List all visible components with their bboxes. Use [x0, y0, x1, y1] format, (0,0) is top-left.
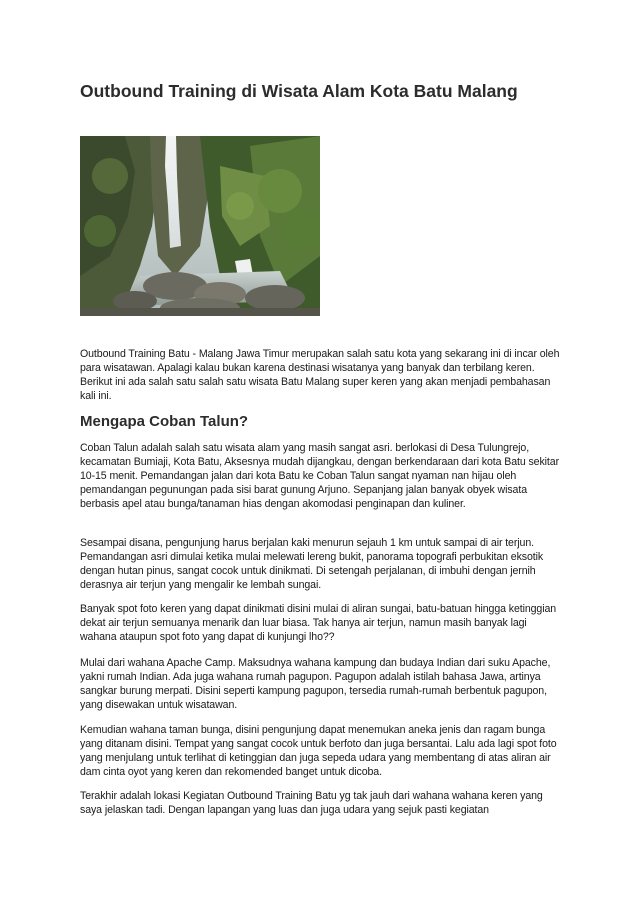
paragraph-3: Banyak spot foto keren yang dapat dinikmati disini mulai di aliran sungai, batu-batuan hingga ketinggian dekat air terjun semuanya menarik dan luar biasa. Tak hanya air terjun, namun masih banyak lagi wahana ataupun spot foto yang dapat di kunjungi lho??: [80, 603, 557, 643]
paragraph-1: Coban Talun adalah salah satu wisata alam yang masih sangat asri. berlokasi di Desa Tulungrejo, kecamatan Bumiaji, Kota Batu, Aksesnya mudah dijangkau, dengan berkendaraan dari kota Batu sekitar 10-15 menit. Pemandangan jalan dari kota Batu ke Coban Talun sangat nyaman nan hijau oleh pemandangan pegunungan pada sisi barat gunung Arjuno. Sepanjang jalan banyak obyek wisata berbasis apel atau bunga/tanaman hias dengan akomodasi penginapan dan kuliner.: [80, 442, 559, 510]
paragraph-6: Terakhir adalah lokasi Kegiatan Outbound Training Batu yg tak jauh dari wahana wahana keren yang saya jelaskan tadi. Dengan lapangan yang luas dan juga udara yang sejuk pasti kegiatan: [80, 790, 543, 816]
paragraph-5: Kemudian wahana taman bunga, disini pengunjung dapat menemukan aneka jenis dan ragam bunga yang ditanam disini. Tempat yang sangat cocok untuk berfoto dan juga bersantai. Lalu ada lagi spot foto yang menjulang untuk terlihat di ketinggian dan juga sepeda udara yang membentang di atas aliran air dam cinta oyot yang keren dan rekomended banget untuk dicoba.: [80, 724, 557, 778]
section-heading: Mengapa Coban Talun?: [80, 413, 249, 430]
paragraph-2: Sesampai disana, pengunjung harus berjalan kaki menurun sejauh 1 km untuk sampai di air terjun. Pemandangan asri dimulai ketika mulai melewati lereng bukit, panorama topografi perbukitan eksotik dengan hutan pinus, sangat cocok untuk dinikmati. Di setengah perjalanan, di imbuhi dengan jernih derasnya air terjun yang mengalir ke lembah sungai.: [80, 537, 544, 591]
paragraph-4: Mulai dari wahana Apache Camp. Maksudnya wahana kampung dan budaya Indian dari suku Apache, yakni rumah Indian. Ada juga wahana rumah pagupon. Pagupon adalah istilah bahasa Jawa, artinya sangkar burung merpati. Disini seperti kampung pagupon, tersedia rumah-rumah berbentuk pagupon, yang disewakan untuk wisatawan.: [80, 657, 551, 711]
intro-paragraph: Outbound Training Batu - Malang Jawa Timur merupakan salah satu kota yang sekarang ini di incar oleh para wisatawan. Apalagi kalau bukan karena destinasi wisatanya yang banyak dan terbilang keren. Berikut ini ada salah satu salah satu wisata Batu Malang super keren yang akan menjadi pembahasan kali ini.: [80, 348, 560, 402]
waterfall-photo: [80, 136, 320, 316]
article-title: Outbound Training di Wisata Alam Kota Batu Malang: [80, 81, 518, 101]
